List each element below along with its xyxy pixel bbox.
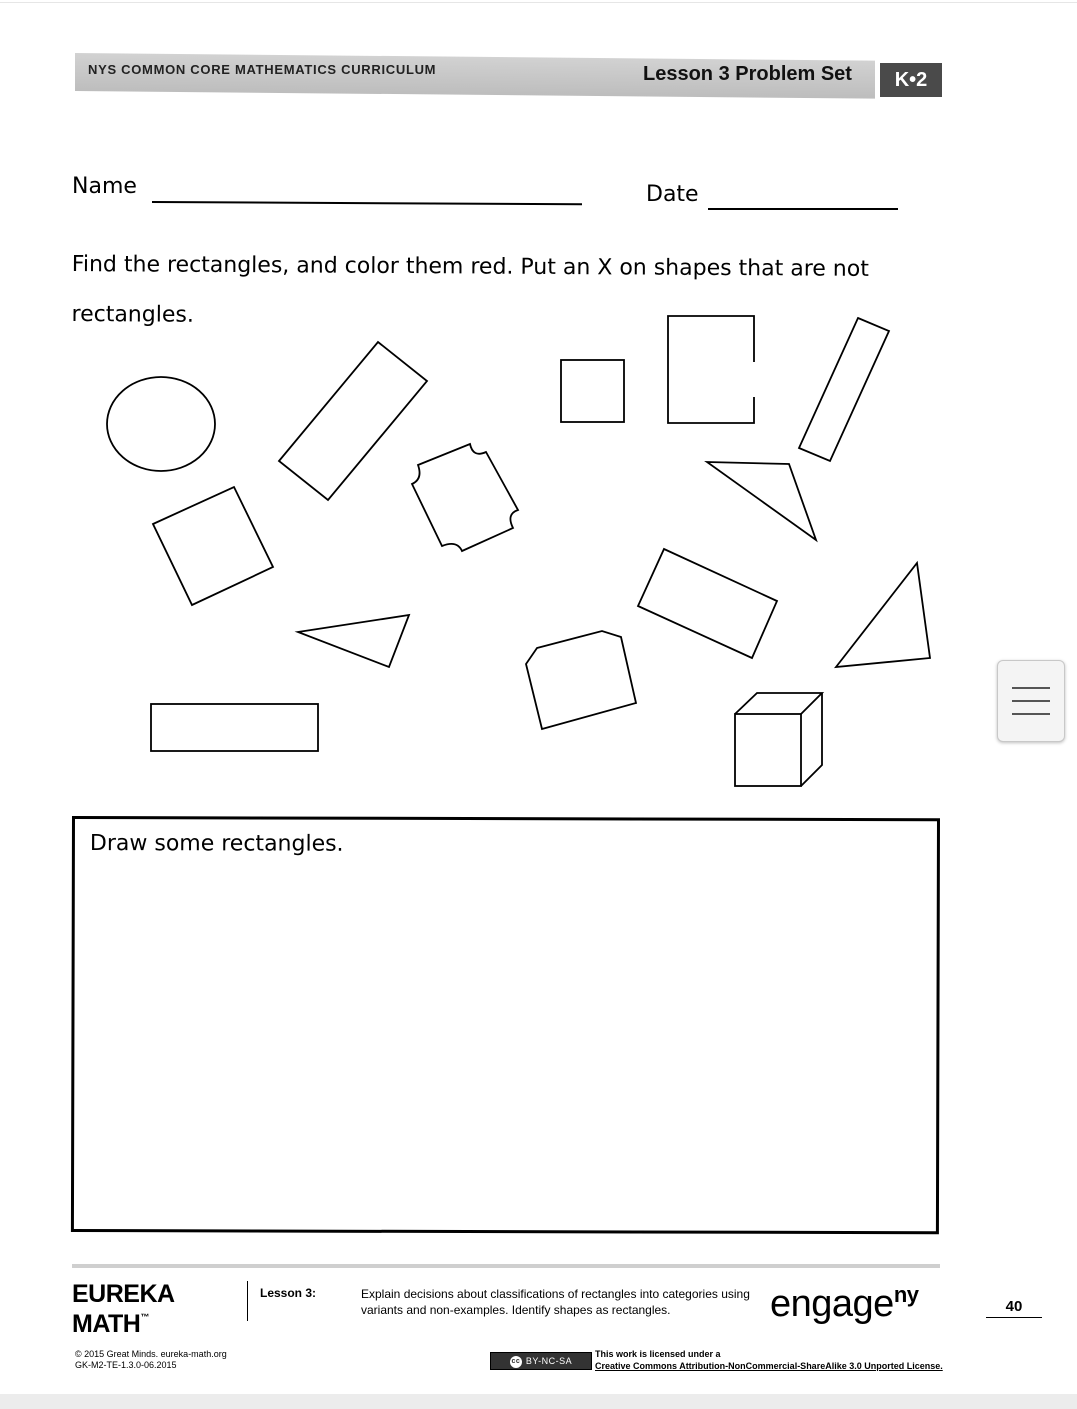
shape-open-square (668, 316, 754, 423)
engage-word: engage (770, 1283, 894, 1325)
license-text (595, 1348, 943, 1372)
trademark: ™ (140, 1312, 149, 1322)
logo-line-2 (72, 1306, 175, 1336)
cc-badge-text: BY-NC-SA (525, 1356, 573, 1366)
bottom-band (0, 1394, 1077, 1409)
date-label: Date (646, 182, 699, 207)
instructions: Find the rectangles, and color them red. Put an X on shapes that are not rectangles. (71, 251, 869, 328)
footer-lesson-description: Explain decisions about classifications of rectangles into categories using variants and non-examples. Identify shapes as rectangles. (361, 1287, 750, 1317)
hamburger-icon-line (1012, 713, 1050, 715)
copyright (75, 1349, 227, 1371)
grade-module-badge: K•2 (880, 63, 942, 97)
menu-button[interactable] (997, 660, 1065, 742)
shape-circle (107, 377, 215, 471)
shape-tilted-square (153, 487, 273, 605)
engageny-logo (770, 1282, 919, 1326)
shape-cube (735, 693, 822, 786)
footer-divider (247, 1281, 248, 1321)
doc-code: GK-M2-TE-1.3.0-06.2015 (75, 1360, 177, 1370)
cc-license-badge (490, 1352, 592, 1370)
lesson-title: Lesson 3 Problem Set (643, 63, 852, 85)
shape-triangle-2 (298, 615, 409, 667)
shape-triangle (707, 462, 816, 540)
page-number: 40 (986, 1298, 1042, 1318)
license-link[interactable]: Creative Commons Attribution-NonCommercial-ShareAlike 3.0 Unported License. (595, 1361, 943, 1371)
shape-tilted-rectangle (279, 342, 427, 500)
hamburger-icon (1012, 687, 1050, 689)
footer-rule (72, 1264, 940, 1268)
copyright-line: © 2015 Great Minds. eureka-math.org (75, 1349, 227, 1359)
shape-square (561, 360, 624, 422)
curriculum-title: NYS COMMON CORE MATHEMATICS CURRICULUM (88, 62, 437, 77)
shape-tilted-rectangle-2 (638, 549, 777, 658)
logo-line-1: EUREKA (72, 1280, 175, 1308)
draw-box-label: Draw some rectangles. (89, 831, 344, 857)
shape-tilted-thin-rectangle (799, 318, 889, 461)
ny-superscript: ny (893, 1282, 919, 1307)
name-label: Name (72, 174, 137, 199)
shape-notched-octagon (412, 444, 518, 551)
license-line-1: This work is licensed under a (595, 1349, 721, 1359)
logo-word: MATH (72, 1310, 141, 1338)
footer-lesson-label: Lesson 3: (260, 1286, 317, 1300)
eureka-math-logo (72, 1280, 175, 1338)
cc-icon: cc (510, 1356, 522, 1368)
draw-rectangles-box[interactable] (71, 816, 940, 1234)
shape-pentagon (526, 631, 636, 729)
hamburger-icon-line (1012, 700, 1050, 702)
shape-triangle-3 (836, 563, 930, 667)
shape-rectangle (151, 704, 318, 751)
